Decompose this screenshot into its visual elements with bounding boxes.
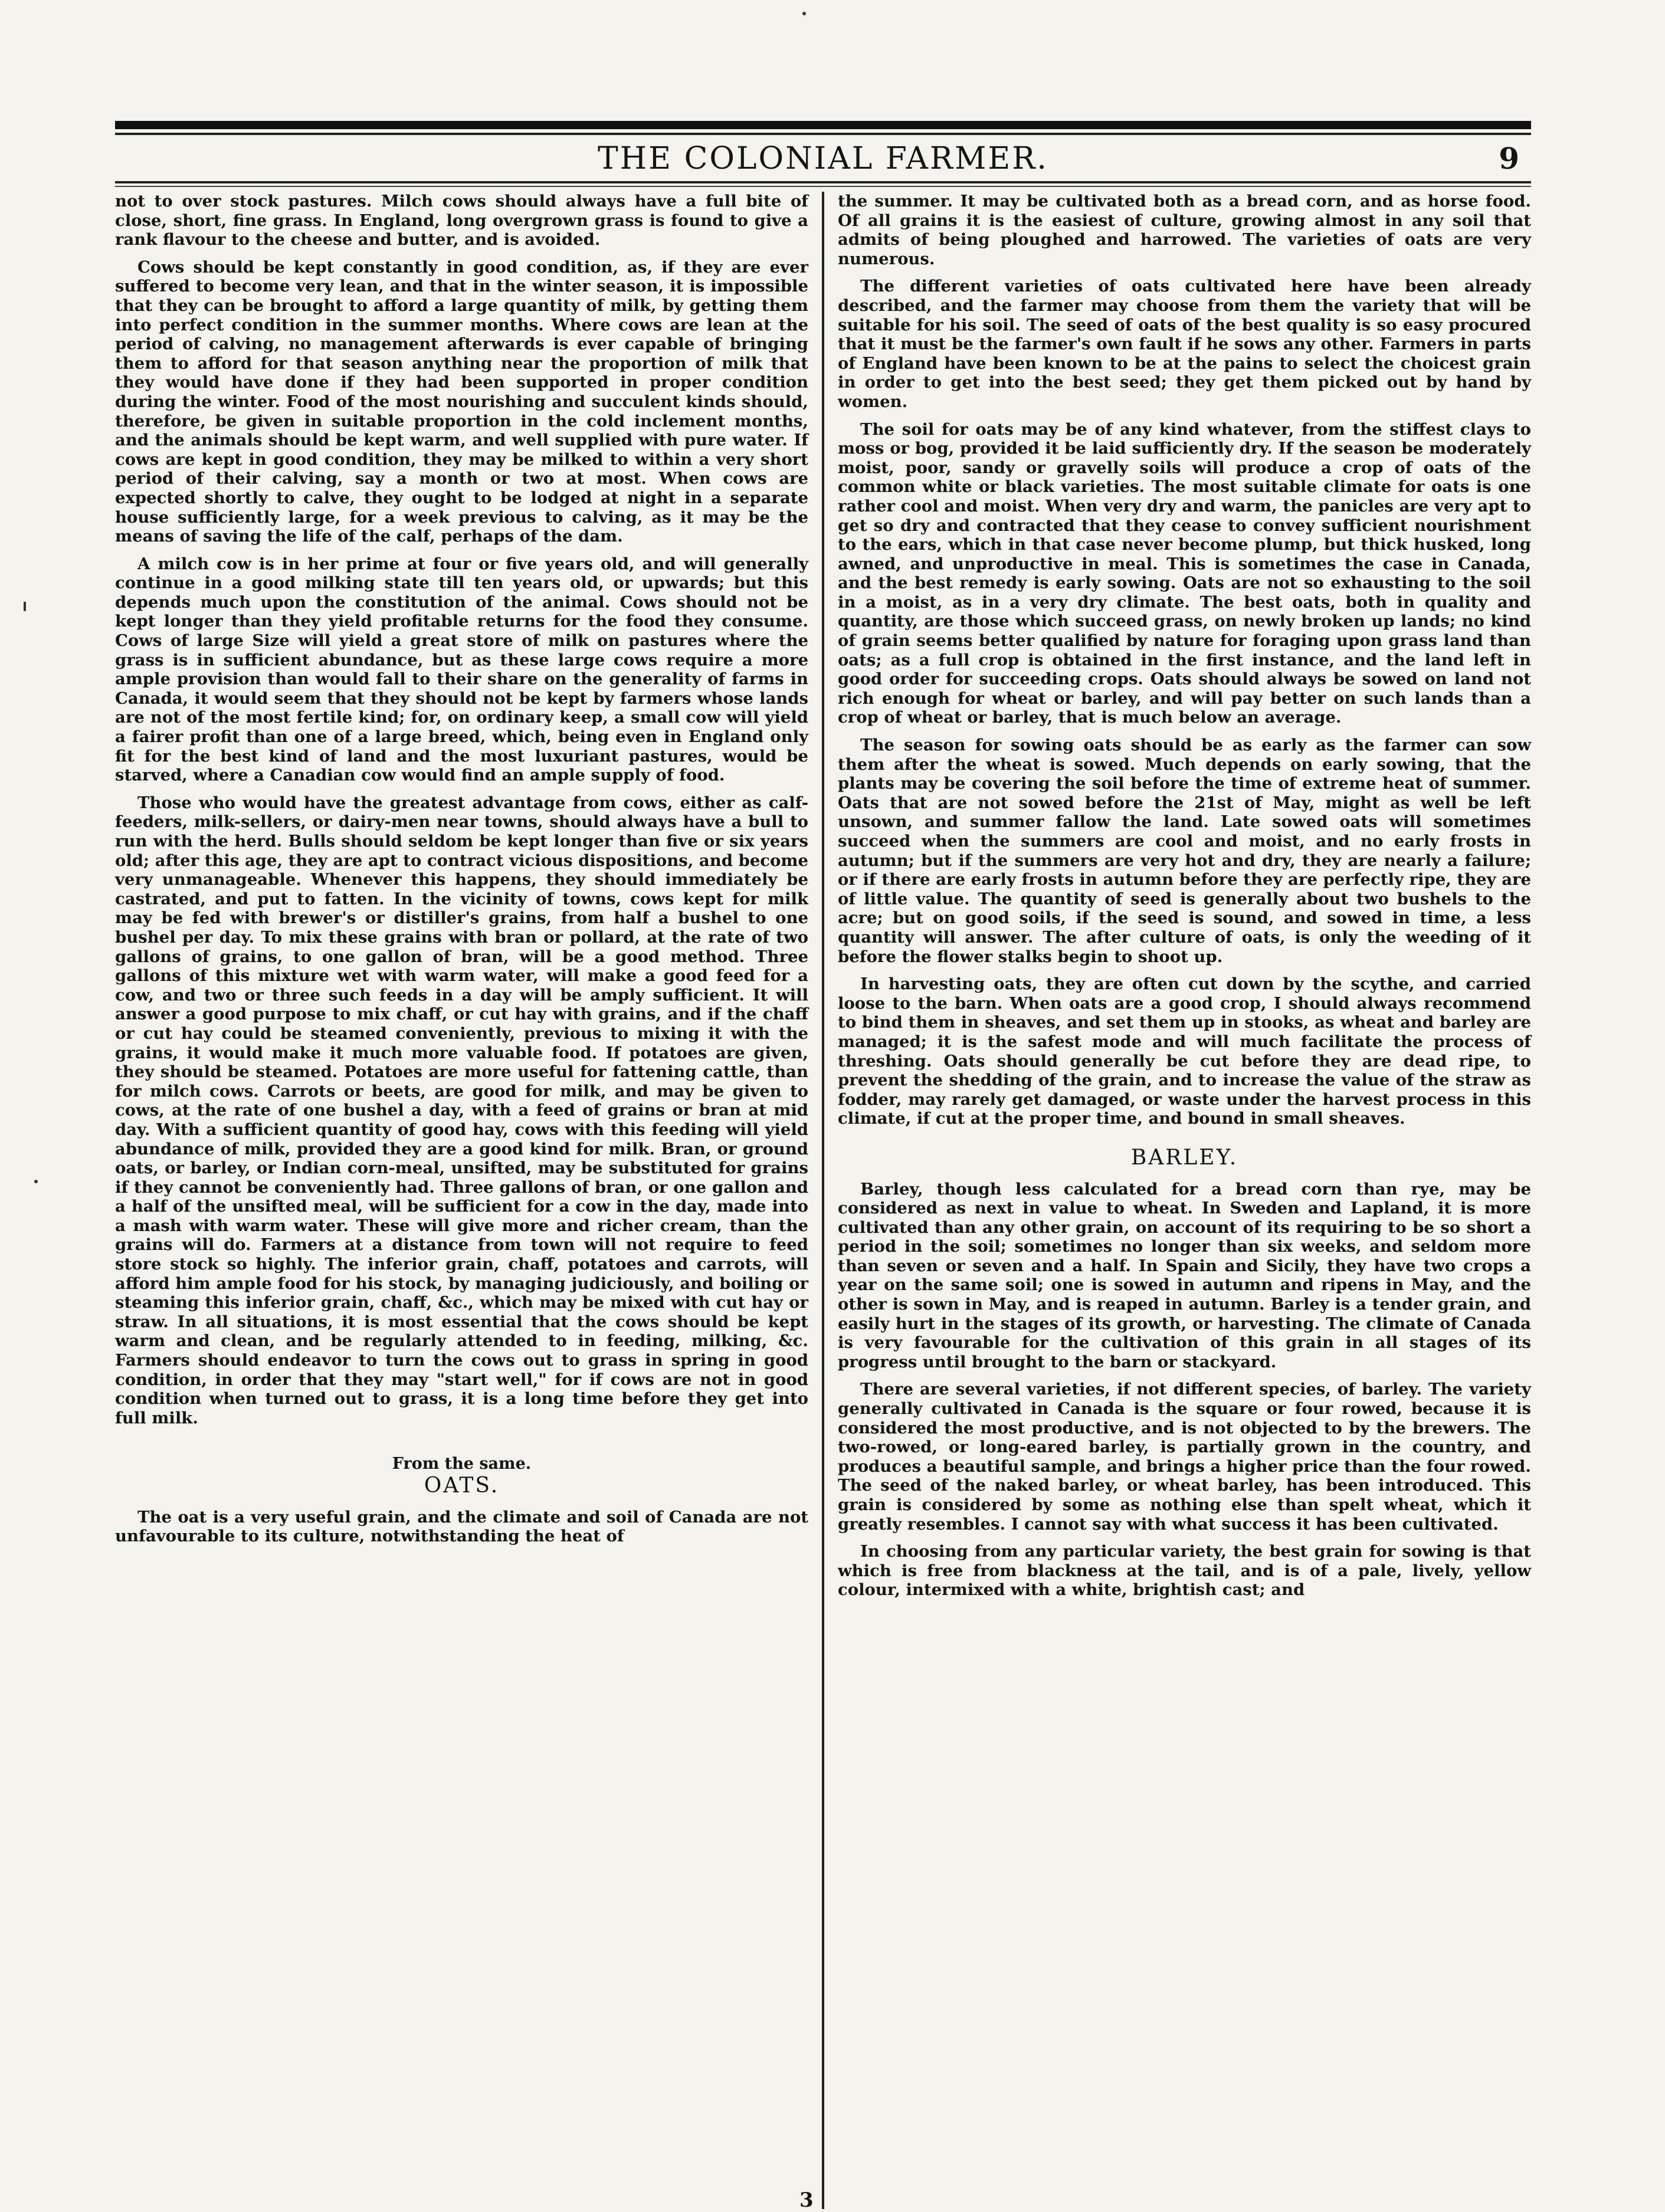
publication-title: THE COLONIAL FARMER. (598, 141, 1048, 176)
paragraph: the summer. It may be cultivated both as a bread corn, and as horse food. Of all grains it is the easiest of culture, growing almost in any soil that admits of being ploughed and harrowed. The varieties of oats are very numerous. (838, 192, 1531, 268)
page-header (115, 141, 1531, 176)
column-divider (822, 192, 824, 2209)
signature-mark: 3 (799, 2188, 814, 2212)
right-column (838, 192, 1531, 1608)
header-rule (115, 181, 1531, 183)
section-heading-oats: OATS. (424, 1473, 500, 1498)
paragraph: Barley, though less calculated for a bread corn than rye, may be considered as next in value to wheat. In Sweden and Lapland, it is more cultivated than any other grain, on account of its requiring to be so short a period in the soil; sometimes no longer than six weeks, and seldom more than seven or seven and a half. In Spain and Sicily, they have two crops a year on the same soil; one is sowed in autumn and ripens in May, and the other is sown in May, and is reaped in autumn. Barley is a tender grain, and easily hurt in the stages of its growth, or harvesting. The climate of Canada is very favourable for the cultivation of this grain in all stages of its progress until brought to the barn or stackyard. (838, 1179, 1531, 1371)
paragraph: The soil for oats may be of any kind whatever, from the stiffest clays to moss or bog, provided it be laid sufficiently dry. If the season be moderately moist, poor, sandy or gravelly soils will produce a crop of oats of the common white or black varieties. The most suitable climate for oats is one rather cool and moist. When very dry and warm, the panicles are very apt to get so dry and contracted that they cease to convey sufficient nourishment to the ears, which in that case never become plump, but thick husked, long awned, and unproductive in meal. This is sometimes the case in Canada, and the best remedy is early sowing. Oats are not so exhausting to the soil in a moist, as in a very dry climate. The best oats, both in quality and quantity, are those which succeed grass, on newly broken up lands; no kind of grain seems better qualified by nature for foraging upon grass land than oats; as a full crop is obtained in the first instance, and the land left in good order for succeeding crops. Oats should always be sowed on land not rich enough for wheat or barley, and will pay better on such lands than a crop of wheat or barley, that is much below an average. (838, 419, 1531, 727)
paragraph: The season for sowing oats should be as early as the farmer can sow them after the wheat is sowed. Much depends on early sowing, that the plants may be covering the soil before the time of extreme heat of summer. Oats that are not sowed before the 21st of May, might as well be left unsown, and summer fallow the land. Late sowed oats will sometimes succeed when the summers are cool and moist, and no early frosts in autumn; but if the summers are very hot and dry, they are nearly a failure; or if there are early frosts in autumn before they are perfectly ripe, they are of little value. The quantity of seed is generally about two bushels to the acre; but on good soils, if the seed is sound, and sowed in time, a less quantity will answer. The after culture of oats, is only the weeding of it before the flower stalks begin to shoot up. (838, 736, 1531, 966)
paragraph: A milch cow is in her prime at four or five years old, and will generally continue in a good milking state till ten years old, or upwards; but this depends much upon the constitution of the animal. Cows should not be kept longer than they yield profitable returns for the food they consume. Cows of large Size will yield a great store of milk on pastures where the grass is in sufficient abundance, but as these large cows require a more ample provision than would fall to their share on the generality of farms in Canada, it would seem that they should not be kept by farmers whose lands are not of the most fertile kind; for, on ordinary keep, a small cow will yield a fairer profit than one of a large breed, which, being even in England only fit for the best kind of land and the most luxuriant pastures, would be starved, where a Canadian cow would find an ample supply of food. (115, 554, 808, 785)
newspaper-page (115, 115, 1531, 2212)
header-rule-thin (115, 186, 1531, 187)
paragraph: There are several varieties, if not different species, of barley. The variety generally cultivated in Canada is the square or four rowed, because it is considered the most productive, and is not objected to by the brewers. The two-rowed, or long-eared barley, is partially grown in the country, and produces a beautiful sample, and brings a higher price than the four rowed. The seed of the naked barley, or wheat barley, has been introduced. This grain is considered by some as nothing else than spelt wheat, which it greatly resembles. I cannot say with what success it has been cultivated. (838, 1380, 1531, 1534)
top-thin-rule (115, 133, 1531, 135)
top-thick-rule (115, 121, 1531, 129)
source-note: From the same. (392, 1455, 532, 1473)
print-speck (34, 1180, 38, 1183)
left-column (115, 192, 808, 1554)
section-heading-barley: BARLEY. (1130, 1145, 1238, 1170)
paragraph: The oat is a very useful grain, and the climate and soil of Canada are not unfavourable to its culture, notwithstanding the heat of (115, 1507, 808, 1546)
page-number: 9 (1499, 141, 1519, 176)
paragraph: In choosing from any particular variety, the best grain for sowing is that which is free from blackness at the tail, and is of a pale, lively, yellow colour, intermixed with a white, brightish cast; and (838, 1542, 1531, 1600)
paragraph: Cows should be kept constantly in good condition, as, if they are ever suffered to become very lean, and that in the winter season, it is impossible that they can be brought to afford a large quantity of milk, by getting them into perfect condition in the summer months. Where cows are lean at the period of calving, no management afterwards is ever capable of bringing them to afford for that season anything near the proportion of milk that they would have done if they had been supported in proper condition during the winter. Food of the most nourishing and succulent kinds should, therefore, be given in suitable proportion in the cold inclement months, and the animals should be kept warm, and well supplied with pure water. If cows are kept in good condition, they may be milked to within a very short period of their calving, say a month or two at most. When cows are expected shortly to calve, they ought to be lodged at night in a separate house sufficiently large, for a week previous to calving, as it may be the means of saving the life of the calf, perhaps of the dam. (115, 257, 808, 546)
paragraph: In harvesting oats, they are often cut down by the scythe, and carried loose to the barn. When oats are a good crop, I should always recommend to bind them in sheaves, and set them up in stooks, as wheat and barley are managed; it is the safest mode and will much facilitate the process of threshing. Oats should generally be cut before they are dead ripe, to prevent the shedding of the grain, and to increase the value of the straw as fodder, may rarely get damaged, or waste under the harvest process in this climate, if cut at the proper time, and bound in small sheaves. (838, 974, 1531, 1128)
paragraph: Those who would have the greatest advantage from cows, either as calf-feeders, milk-sellers, or dairy-men near towns, should always have a bull to run with the herd. Bulls should seldom be kept longer than five or six years old; after this age, they are apt to contract vicious dispositions, and become very unmanageable. Whenever this happens, they should immediately be castrated, and put to fatten. In the vicinity of towns, cows kept for milk may be fed with brewer's or distiller's grains, from half a bushel to one bushel per day. To mix these grains with bran or pollard, at the rate of two gallons of grains, to one gallon of bran, will be a good method. Three gallons of this mixture wet with warm water, will make a good feed for a cow, and two or three such feeds in a day will be amply sufficient. It will answer a good purpose to mix chaff, or cut hay with grains, and if the chaff or cut hay could be steamed conveniently, previous to mixing it with the grains, it would make it much more valuable food. If potatoes are given, they should be steamed. Potatoes are more useful for fattening cattle, than for milch cows. Carrots or beets, are good for milk, and may be given to cows, at the rate of one bushel a day, with a feed of grains or bran at mid day. With a sufficient quantity of good hay, cows with this feeding will yield abundance of milk, provided they are a good kind for milk. Bran, or ground oats, or barley, or Indian corn-meal, unsifted, may be substituted for grains if they cannot be conveniently had. Three gallons of bran, or one gallon and a half of the unsifted meal, will be sufficient for a cow in the day, made into a mash with warm water. These will give more and richer cream, than the grains will do. Farmers at a distance from town will not require to feed store stock so highly. The inferior grain, chaff, potatoes and carrots, will afford him ample food for his stock, by managing judiciously, and boiling or steaming this inferior grain, chaff, &c., which may be mixed with cut hay or straw. In all situations, it is most essential that the cows should be kept warm and clean, and be regularly attended to in feeding, milking, &c. Farmers should endeavor to turn the cows out to grass in spring in good condition, in order that they may "start well," for if cows are not in good condition when turned out to grass, it is a long time before they get into full milk. (115, 793, 808, 1427)
print-speck (24, 602, 26, 611)
print-speck (802, 12, 806, 15)
paragraph: The different varieties of oats cultivated here have been already described, and the farmer may choose from them the variety that will be suitable for his soil. The seed of oats of the best quality is so easy procured that it must be the farmer's own fault if he sows any other. Farmers in parts of England have been known to be at the pains to select the choicest grain in order to get into the best seed; they get them picked out by hand by women. (838, 277, 1531, 411)
paragraph: not to over stock pastures. Milch cows should always have a full bite of close, short, fine grass. In England, long overgrown grass is found to give a rank flavour to the cheese and butter, and is avoided. (115, 192, 808, 250)
